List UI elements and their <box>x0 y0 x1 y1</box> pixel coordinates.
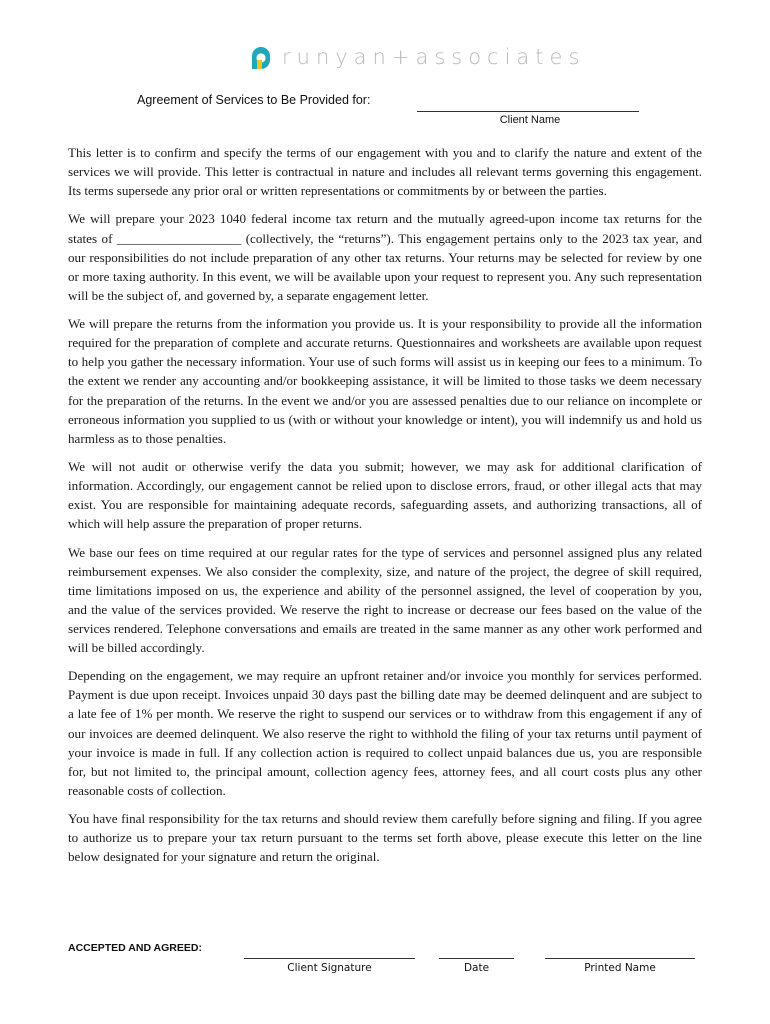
date-label: Date <box>463 962 490 974</box>
accepted-agreed-heading: ACCEPTED AND AGREED: <box>68 942 202 954</box>
client-name-field[interactable] <box>417 111 639 112</box>
paragraph-client-responsibility: We will prepare the returns from the information you provide us. It is your responsibility to provide all the information required for the preparation of complete and accurate returns. Questionnaires and worksheets are available upon request to help you gather the necessary information. Your use of such forms will assist us in keeping our fees to a minimum. To the extent we render any accounting and/or bookkeeping assistance, it will be limited to those tasks we deem necessary for the preparation of the returns. In the event we and/or you are assessed penalties due to our reliance on incomplete or erroneous information you supplied to us (with or without your knowledge or intent), you will indemnify us and hold us harmless as to those penalties. <box>68 316 702 446</box>
paragraph-final-responsibility: You have final responsibility for the tax returns and should review them carefully before signing and filing. If you agree to authorize us to prepare your tax return pursuant to the terms set forth above, please execute this letter on the line below designated for your signature and return the original. <box>68 811 702 865</box>
paragraph-payment-terms: Depending on the engagement, we may require an upfront retainer and/or invoice you monthly for services performed. Payment is due upon receipt. Invoices unpaid 30 days past the billing date may be deemed delinquent and are subject to a late fee of 1% per month. We reserve the right to suspend our services or to withdraw from this engagement if any of our invoices are deemed delinquent. We also reserve the right to withhold the filing of your tax returns until payment of your invoice is made in full. If any collection action is required to collect unpaid balances due us, you are responsible for, but not limited to, the principal amount, collection agency fees, attorney fees, and all court costs plus any other reasonable costs of collection. <box>68 668 702 798</box>
paragraph-engagement-confirmation: This letter is to confirm and specify the terms of our engagement with you and to clarify the nature and extent of the services we will provide. This letter is contractual in nature and includes all relevant terms governing this engagement. Its terms supersede any prior oral or written representations or commitments by or between the parties. <box>68 145 702 199</box>
agreement-title: Agreement of Services to Be Provided for: <box>137 93 371 107</box>
client-signature-line[interactable] <box>244 958 415 959</box>
paragraph-no-audit: We will not audit or otherwise verify the data you submit; however, we may ask for additional clarification of information. Accordingly, our engagement cannot be relied upon to disclose errors, fraud, or other illegal acts that may exist. You are responsible for maintaining adequate records, safeguarding assets, and authorizing transactions, all of which will help assure the preparation of proper returns. <box>68 458 702 532</box>
client-name-label: Client Name <box>499 114 561 126</box>
client-signature-label: Client Signature <box>287 962 372 974</box>
company-logo <box>250 44 585 70</box>
company-logo-mark-icon <box>250 45 272 69</box>
paragraph-returns-scope: We will prepare your 2023 1040 federal income tax return and the mutually agreed-upon income tax returns for the states of ___________________ (collectively, the “returns”). This engagement pertains only to the 2023 tax year, and our responsibilities do not include preparation of any other tax returns. Your returns may be selected for review by one or more taxing authority. In this event, we will be available upon your request to represent you. Any such representation will be the subject of, and governed by, a separate engagement letter. <box>68 211 702 303</box>
date-line[interactable] <box>439 958 514 959</box>
paragraph-fees: We base our fees on time required at our regular rates for the type of services and personnel assigned plus any related reimbursement expenses. We also consider the complexity, size, and nature of the project, the degree of skill required, time limitations imposed on us, the experience and ability of the personnel assigned, the level of cooperation by you, and the value of the services provided. We reserve the right to increase or decrease our fees based on the value of the services rendered. Telephone conversations and emails are treated in the same manner as any other work performed and will be billed accordingly. <box>68 544 702 655</box>
printed-name-line[interactable] <box>545 958 695 959</box>
letter-body <box>68 143 702 876</box>
company-name: runyan+associates <box>282 45 586 69</box>
printed-name-label: Printed Name <box>584 962 656 974</box>
